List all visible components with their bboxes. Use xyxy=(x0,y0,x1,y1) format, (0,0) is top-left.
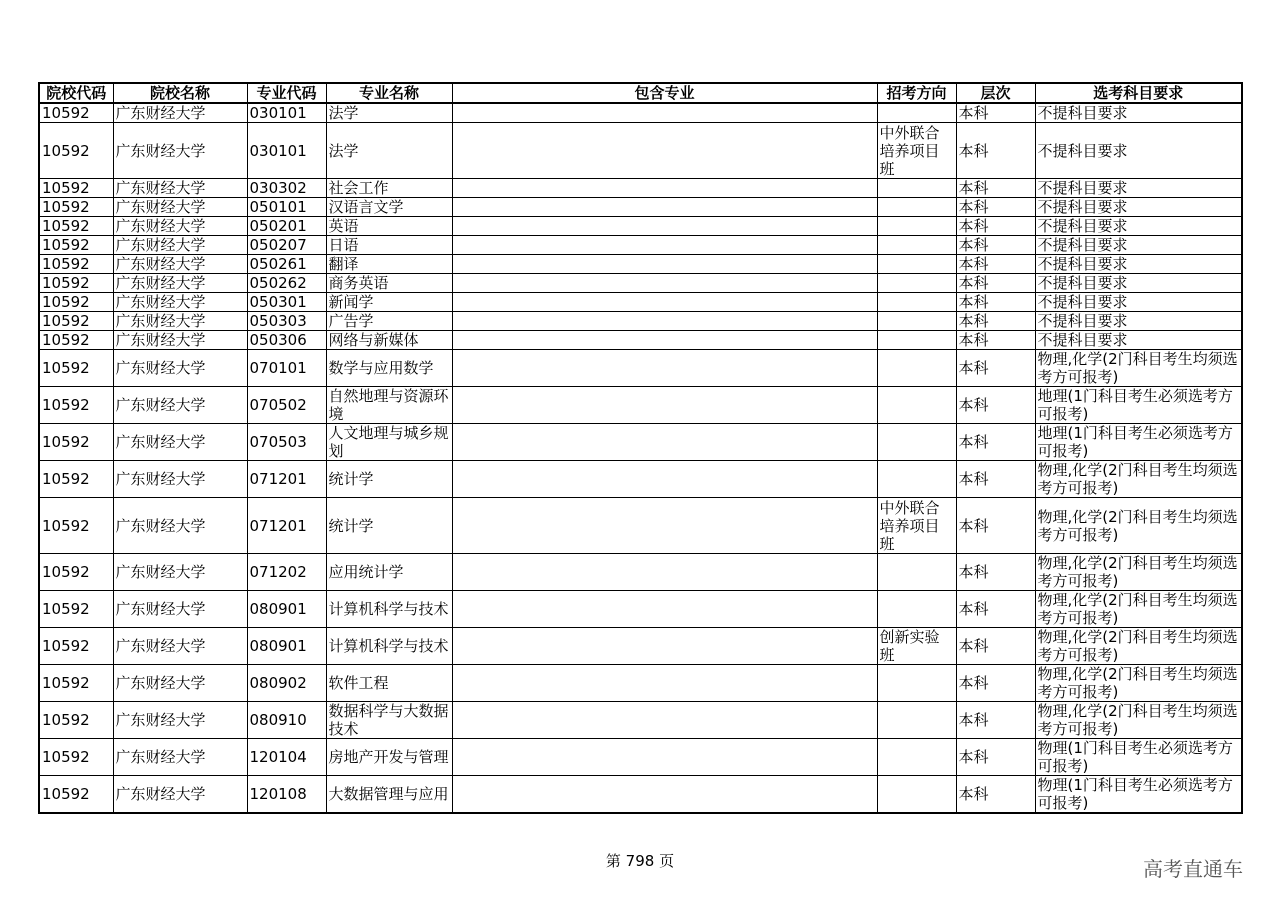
included-majors-cell xyxy=(452,123,877,179)
subject-requirement-cell: 物理,化学(2门科目考生均须选考方可报考) xyxy=(1035,350,1242,387)
major-code-cell: 070502 xyxy=(247,387,326,424)
school-name-cell: 广东财经大学 xyxy=(113,236,247,255)
level-cell: 本科 xyxy=(956,739,1035,776)
level-cell: 本科 xyxy=(956,350,1035,387)
school-code-cell: 10592 xyxy=(39,387,113,424)
school-name-cell: 广东财经大学 xyxy=(113,179,247,198)
major-name-cell: 应用统计学 xyxy=(326,554,452,591)
subject-requirement-cell: 不提科目要求 xyxy=(1035,198,1242,217)
major-name-cell: 法学 xyxy=(326,123,452,179)
major-name-cell: 英语 xyxy=(326,217,452,236)
table-row xyxy=(39,665,1242,702)
table-row xyxy=(39,776,1242,814)
level-cell: 本科 xyxy=(956,702,1035,739)
school-code-cell: 10592 xyxy=(39,198,113,217)
major-name-cell: 计算机科学与技术 xyxy=(326,628,452,665)
direction-cell xyxy=(877,387,956,424)
included-majors-cell xyxy=(452,331,877,350)
included-majors-cell xyxy=(452,312,877,331)
school-code-cell: 10592 xyxy=(39,665,113,702)
subject-requirement-cell: 不提科目要求 xyxy=(1035,179,1242,198)
subject-requirement-cell: 物理,化学(2门科目考生均须选考方可报考) xyxy=(1035,591,1242,628)
header-row xyxy=(39,83,1242,103)
school-name-cell: 广东财经大学 xyxy=(113,123,247,179)
school-name-cell: 广东财经大学 xyxy=(113,255,247,274)
header-major-code: 专业代码 xyxy=(247,83,326,103)
level-cell: 本科 xyxy=(956,776,1035,814)
subject-requirement-cell: 物理,化学(2门科目考生均须选考方可报考) xyxy=(1035,628,1242,665)
major-code-cell: 050101 xyxy=(247,198,326,217)
school-code-cell: 10592 xyxy=(39,217,113,236)
included-majors-cell xyxy=(452,702,877,739)
direction-cell xyxy=(877,702,956,739)
direction-cell xyxy=(877,236,956,255)
major-name-cell: 统计学 xyxy=(326,498,452,554)
major-name-cell: 统计学 xyxy=(326,461,452,498)
major-code-cell: 080902 xyxy=(247,665,326,702)
table-row xyxy=(39,274,1242,293)
level-cell: 本科 xyxy=(956,424,1035,461)
subject-requirement-cell: 物理,化学(2门科目考生均须选考方可报考) xyxy=(1035,702,1242,739)
included-majors-cell xyxy=(452,236,877,255)
included-majors-cell xyxy=(452,198,877,217)
subject-requirement-cell: 不提科目要求 xyxy=(1035,312,1242,331)
table-row xyxy=(39,350,1242,387)
major-code-cell: 080901 xyxy=(247,591,326,628)
page-number: 第 798 页 xyxy=(605,852,675,870)
table-row xyxy=(39,312,1242,331)
school-name-cell: 广东财经大学 xyxy=(113,103,247,123)
header-direction: 招考方向 xyxy=(877,83,956,103)
included-majors-cell xyxy=(452,103,877,123)
subject-requirement-cell: 地理(1门科目考生必须选考方可报考) xyxy=(1035,387,1242,424)
major-code-cell: 050303 xyxy=(247,312,326,331)
school-code-cell: 10592 xyxy=(39,293,113,312)
table-row xyxy=(39,255,1242,274)
table-row xyxy=(39,498,1242,554)
school-name-cell: 广东财经大学 xyxy=(113,776,247,814)
school-name-cell: 广东财经大学 xyxy=(113,739,247,776)
major-name-cell: 翻译 xyxy=(326,255,452,274)
included-majors-cell xyxy=(452,739,877,776)
school-name-cell: 广东财经大学 xyxy=(113,461,247,498)
included-majors-cell xyxy=(452,776,877,814)
subject-requirement-cell: 物理(1门科目考生必须选考方可报考) xyxy=(1035,776,1242,814)
school-code-cell: 10592 xyxy=(39,103,113,123)
included-majors-cell xyxy=(452,179,877,198)
table-row xyxy=(39,123,1242,179)
level-cell: 本科 xyxy=(956,591,1035,628)
header-subject-requirement: 选考科目要求 xyxy=(1035,83,1242,103)
school-name-cell: 广东财经大学 xyxy=(113,331,247,350)
direction-cell xyxy=(877,554,956,591)
major-code-cell: 050261 xyxy=(247,255,326,274)
subject-requirement-cell: 不提科目要求 xyxy=(1035,255,1242,274)
school-code-cell: 10592 xyxy=(39,179,113,198)
school-code-cell: 10592 xyxy=(39,739,113,776)
header-major-name: 专业名称 xyxy=(326,83,452,103)
included-majors-cell xyxy=(452,350,877,387)
included-majors-cell xyxy=(452,217,877,236)
school-code-cell: 10592 xyxy=(39,628,113,665)
level-cell: 本科 xyxy=(956,387,1035,424)
major-name-cell: 汉语言文学 xyxy=(326,198,452,217)
direction-cell xyxy=(877,665,956,702)
table-row xyxy=(39,331,1242,350)
major-code-cell: 030101 xyxy=(247,123,326,179)
table-row xyxy=(39,591,1242,628)
included-majors-cell xyxy=(452,255,877,274)
major-code-cell: 050262 xyxy=(247,274,326,293)
header-level: 层次 xyxy=(956,83,1035,103)
major-code-cell: 050301 xyxy=(247,293,326,312)
major-code-cell: 120104 xyxy=(247,739,326,776)
included-majors-cell xyxy=(452,387,877,424)
direction-cell: 中外联合培养项目班 xyxy=(877,498,956,554)
included-majors-cell xyxy=(452,274,877,293)
major-code-cell: 070101 xyxy=(247,350,326,387)
table-row xyxy=(39,179,1242,198)
school-name-cell: 广东财经大学 xyxy=(113,702,247,739)
school-code-cell: 10592 xyxy=(39,274,113,293)
major-code-cell: 080901 xyxy=(247,628,326,665)
table-body xyxy=(39,103,1242,813)
school-code-cell: 10592 xyxy=(39,554,113,591)
watermark-text: 高考直通车 xyxy=(1143,857,1243,881)
major-name-cell: 法学 xyxy=(326,103,452,123)
level-cell: 本科 xyxy=(956,331,1035,350)
direction-cell xyxy=(877,776,956,814)
level-cell: 本科 xyxy=(956,198,1035,217)
direction-cell xyxy=(877,424,956,461)
major-code-cell: 030101 xyxy=(247,103,326,123)
major-name-cell: 计算机科学与技术 xyxy=(326,591,452,628)
school-name-cell: 广东财经大学 xyxy=(113,293,247,312)
major-code-cell: 050201 xyxy=(247,217,326,236)
direction-cell xyxy=(877,179,956,198)
school-name-cell: 广东财经大学 xyxy=(113,217,247,236)
included-majors-cell xyxy=(452,498,877,554)
subject-requirement-cell: 不提科目要求 xyxy=(1035,331,1242,350)
subject-requirement-cell: 物理,化学(2门科目考生均须选考方可报考) xyxy=(1035,554,1242,591)
subject-requirement-cell: 物理,化学(2门科目考生均须选考方可报考) xyxy=(1035,498,1242,554)
direction-cell xyxy=(877,331,956,350)
table-row xyxy=(39,628,1242,665)
school-code-cell: 10592 xyxy=(39,123,113,179)
school-code-cell: 10592 xyxy=(39,350,113,387)
included-majors-cell xyxy=(452,293,877,312)
level-cell: 本科 xyxy=(956,498,1035,554)
school-name-cell: 广东财经大学 xyxy=(113,498,247,554)
school-name-cell: 广东财经大学 xyxy=(113,554,247,591)
level-cell: 本科 xyxy=(956,628,1035,665)
level-cell: 本科 xyxy=(956,312,1035,331)
subject-requirement-cell: 物理,化学(2门科目考生均须选考方可报考) xyxy=(1035,665,1242,702)
header-included-majors: 包含专业 xyxy=(452,83,877,103)
subject-requirement-cell: 不提科目要求 xyxy=(1035,123,1242,179)
school-name-cell: 广东财经大学 xyxy=(113,350,247,387)
level-cell: 本科 xyxy=(956,255,1035,274)
major-name-cell: 广告学 xyxy=(326,312,452,331)
included-majors-cell xyxy=(452,665,877,702)
major-name-cell: 软件工程 xyxy=(326,665,452,702)
school-code-cell: 10592 xyxy=(39,424,113,461)
level-cell: 本科 xyxy=(956,217,1035,236)
table-row xyxy=(39,387,1242,424)
direction-cell xyxy=(877,293,956,312)
subject-requirement-cell: 地理(1门科目考生必须选考方可报考) xyxy=(1035,424,1242,461)
admission-table xyxy=(38,82,1243,814)
major-name-cell: 商务英语 xyxy=(326,274,452,293)
level-cell: 本科 xyxy=(956,179,1035,198)
table-row xyxy=(39,103,1242,123)
subject-requirement-cell: 不提科目要求 xyxy=(1035,103,1242,123)
direction-cell xyxy=(877,103,956,123)
level-cell: 本科 xyxy=(956,461,1035,498)
major-code-cell: 080910 xyxy=(247,702,326,739)
school-name-cell: 广东财经大学 xyxy=(113,424,247,461)
major-code-cell: 050306 xyxy=(247,331,326,350)
school-code-cell: 10592 xyxy=(39,776,113,814)
included-majors-cell xyxy=(452,424,877,461)
direction-cell: 创新实验班 xyxy=(877,628,956,665)
school-code-cell: 10592 xyxy=(39,236,113,255)
direction-cell xyxy=(877,461,956,498)
included-majors-cell xyxy=(452,628,877,665)
subject-requirement-cell: 物理(1门科目考生必须选考方可报考) xyxy=(1035,739,1242,776)
school-code-cell: 10592 xyxy=(39,498,113,554)
school-name-cell: 广东财经大学 xyxy=(113,665,247,702)
table-row xyxy=(39,236,1242,255)
major-name-cell: 房地产开发与管理 xyxy=(326,739,452,776)
direction-cell: 中外联合培养项目班 xyxy=(877,123,956,179)
direction-cell xyxy=(877,198,956,217)
subject-requirement-cell: 不提科目要求 xyxy=(1035,236,1242,255)
school-name-cell: 广东财经大学 xyxy=(113,274,247,293)
major-code-cell: 120108 xyxy=(247,776,326,814)
table-row xyxy=(39,554,1242,591)
school-code-cell: 10592 xyxy=(39,591,113,628)
direction-cell xyxy=(877,274,956,293)
major-code-cell: 070503 xyxy=(247,424,326,461)
school-code-cell: 10592 xyxy=(39,331,113,350)
major-code-cell: 030302 xyxy=(247,179,326,198)
major-name-cell: 人文地理与城乡规划 xyxy=(326,424,452,461)
major-name-cell: 新闻学 xyxy=(326,293,452,312)
major-name-cell: 网络与新媒体 xyxy=(326,331,452,350)
direction-cell xyxy=(877,217,956,236)
subject-requirement-cell: 不提科目要求 xyxy=(1035,274,1242,293)
included-majors-cell xyxy=(452,461,877,498)
table-row xyxy=(39,198,1242,217)
major-code-cell: 050207 xyxy=(247,236,326,255)
major-name-cell: 日语 xyxy=(326,236,452,255)
level-cell: 本科 xyxy=(956,293,1035,312)
major-name-cell: 社会工作 xyxy=(326,179,452,198)
subject-requirement-cell: 不提科目要求 xyxy=(1035,217,1242,236)
table-row xyxy=(39,461,1242,498)
level-cell: 本科 xyxy=(956,123,1035,179)
level-cell: 本科 xyxy=(956,554,1035,591)
header-school-code: 院校代码 xyxy=(39,83,113,103)
school-code-cell: 10592 xyxy=(39,461,113,498)
table-row xyxy=(39,424,1242,461)
school-code-cell: 10592 xyxy=(39,312,113,331)
table-row xyxy=(39,739,1242,776)
school-name-cell: 广东财经大学 xyxy=(113,591,247,628)
level-cell: 本科 xyxy=(956,236,1035,255)
major-name-cell: 数据科学与大数据技术 xyxy=(326,702,452,739)
subject-requirement-cell: 物理,化学(2门科目考生均须选考方可报考) xyxy=(1035,461,1242,498)
major-name-cell: 自然地理与资源环境 xyxy=(326,387,452,424)
direction-cell xyxy=(877,591,956,628)
school-code-cell: 10592 xyxy=(39,702,113,739)
school-name-cell: 广东财经大学 xyxy=(113,312,247,331)
major-code-cell: 071201 xyxy=(247,461,326,498)
direction-cell xyxy=(877,255,956,274)
school-name-cell: 广东财经大学 xyxy=(113,198,247,217)
school-code-cell: 10592 xyxy=(39,255,113,274)
school-name-cell: 广东财经大学 xyxy=(113,387,247,424)
subject-requirement-cell: 不提科目要求 xyxy=(1035,293,1242,312)
major-name-cell: 大数据管理与应用 xyxy=(326,776,452,814)
level-cell: 本科 xyxy=(956,274,1035,293)
included-majors-cell xyxy=(452,554,877,591)
table-row xyxy=(39,293,1242,312)
header-school-name: 院校名称 xyxy=(113,83,247,103)
school-name-cell: 广东财经大学 xyxy=(113,628,247,665)
direction-cell xyxy=(877,739,956,776)
included-majors-cell xyxy=(452,591,877,628)
major-code-cell: 071202 xyxy=(247,554,326,591)
table-row xyxy=(39,702,1242,739)
major-code-cell: 071201 xyxy=(247,498,326,554)
table-row xyxy=(39,217,1242,236)
major-name-cell: 数学与应用数学 xyxy=(326,350,452,387)
direction-cell xyxy=(877,350,956,387)
level-cell: 本科 xyxy=(956,103,1035,123)
level-cell: 本科 xyxy=(956,665,1035,702)
direction-cell xyxy=(877,312,956,331)
